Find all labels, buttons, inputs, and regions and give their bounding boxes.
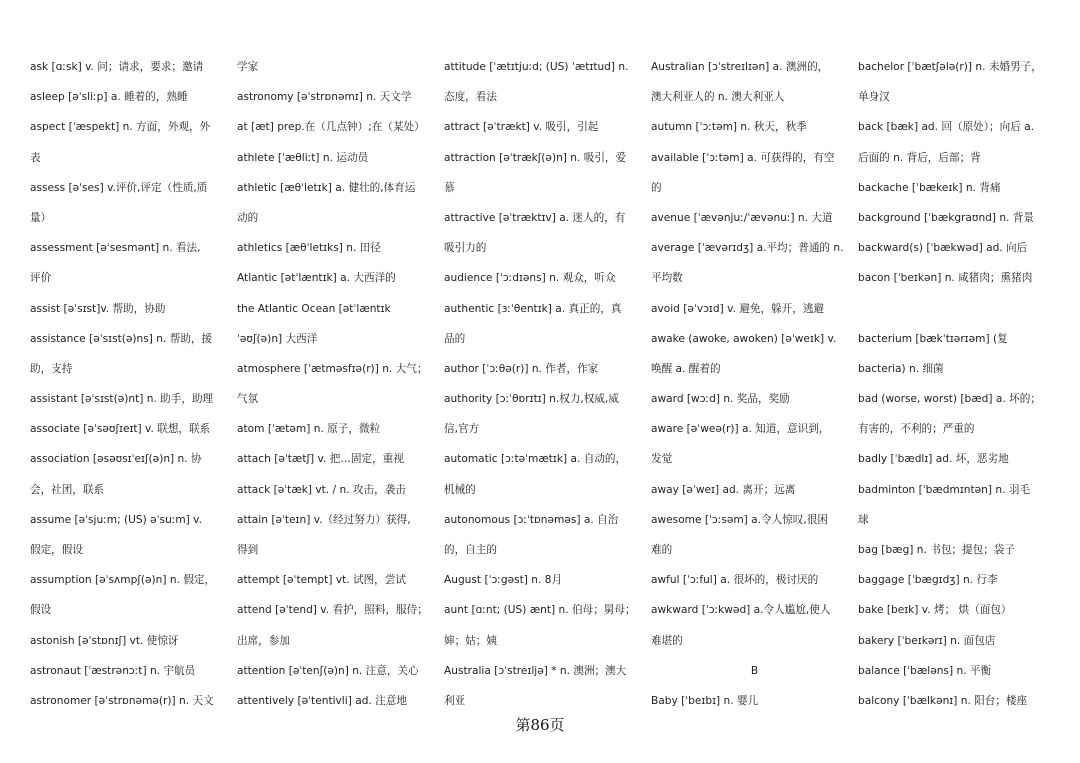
column-1 bbox=[30, 52, 237, 716]
entry-line: attractive [əˈtræktɪv] a. 迷人的，有 bbox=[444, 211, 626, 224]
entry-line: the Atlantic Ocean [ətˈlæntɪk bbox=[237, 302, 391, 315]
entry-line: attentively [əˈtentivli] ad. 注意地 bbox=[237, 694, 407, 707]
entry-line: backward(s) [ˈbækwəd] ad. 向后 bbox=[858, 242, 1028, 255]
entry-line: athletics [æθˈletɪks] n. 田径 bbox=[237, 242, 381, 255]
entry-line: 动的 bbox=[237, 211, 259, 224]
entry-line: atom [ˈætəm] n. 原子，微粒 bbox=[237, 423, 381, 436]
entry-line: bacon [ˈbeɪkən] n. 咸猪肉；熏猪肉 bbox=[858, 272, 1033, 285]
word-list-columns bbox=[30, 52, 1060, 712]
entry-line: autonomous [ɔːˈtɒnəməs] a. 自治 bbox=[444, 513, 619, 526]
entry-line: badminton [ˈbædmɪntən] n. 羽毛 bbox=[858, 483, 1031, 496]
entry-line: assessment [əˈsesmənt] n. 看法, bbox=[30, 242, 201, 255]
entry-line: 学家 bbox=[237, 61, 259, 73]
entry-line: 平均数 bbox=[651, 272, 683, 285]
entry-line: authentic [ɜːˈθentɪk] a. 真正的，真 bbox=[444, 302, 622, 315]
entry-line: 评价 bbox=[30, 272, 52, 285]
entry-line: 气氛 bbox=[237, 393, 259, 406]
entry-line: attach [əˈtætʃ] v. 把…固定，重视 bbox=[237, 453, 404, 466]
entry-line: assistance [əˈsɪst(ə)ns] n. 帮助，援 bbox=[30, 332, 213, 345]
entry-line: astronomer [əˈstrɒnəmə(r)] n. 天文 bbox=[30, 694, 214, 707]
entry-line: bacterium [bækˈtɪərɪəm] (复 bbox=[858, 332, 1008, 345]
entry-line: ask [ɑːsk] v. 问；请求，要求；邀请 bbox=[30, 61, 204, 73]
entry-line: attitude [ˈætɪtjuːd; (US) ˈætɪtud] n. bbox=[444, 61, 629, 73]
entry-line: 的 bbox=[651, 181, 662, 194]
entry-line: assumption [əˈsʌmpʃ(ə)n] n. 假定， bbox=[30, 574, 216, 587]
entry-line: assist [əˈsɪst]v. 帮助，协助 bbox=[30, 302, 166, 315]
entry-line: attract [əˈtrækt] v. 吸引，引起 bbox=[444, 121, 599, 134]
entry-line: avenue [ˈævənjuː/ˈævənuː] n. 大道 bbox=[651, 211, 833, 224]
entry-line: bad (worse, worst) [bæd] a. 坏的； bbox=[858, 393, 1041, 406]
entry-line: 的，自主的 bbox=[444, 544, 497, 556]
entry-line: assess [əˈses] v.评价,评定（性质,质 bbox=[30, 181, 208, 194]
entry-line: away [əˈweɪ] ad. 离开；远离 bbox=[651, 483, 796, 496]
entry-line: backache [ˈbækeɪk] n. 背痛 bbox=[858, 181, 1001, 194]
entry-line: 出席，参加 bbox=[237, 634, 290, 647]
entry-line: attack [əˈtæk] vt. / n. 攻击，袭击 bbox=[237, 483, 406, 496]
entry-line: 假定，假设 bbox=[30, 544, 83, 556]
column-4 bbox=[651, 52, 858, 716]
entry-line: aware [əˈweə(r)] a. 知道，意识到， bbox=[651, 423, 830, 436]
entry-line: assume [əˈsjuːm; (US) əˈsuːm] v. bbox=[30, 513, 202, 526]
entry-line: 后面的 n. 背后，后部；背 bbox=[858, 151, 981, 164]
entry-line: associate [əˈsəʊʃɪeɪt] v. 联想，联系 bbox=[30, 423, 211, 436]
entry-line: athletic [æθˈletɪk] a. 健壮的,体育运 bbox=[237, 181, 416, 194]
entry-line: August [ˈɔːgəst] n. 8月 bbox=[444, 574, 563, 587]
entry-line: bag [bæg] n. 书包；提包；袋子 bbox=[858, 544, 1015, 556]
entry-line: association [əsəʊsɪˈeɪʃ(ə)n] n. 协 bbox=[30, 453, 202, 466]
entry-line: Atlantic [ətˈlæntɪk] a. 大西洋的 bbox=[237, 272, 396, 285]
entry-line: awake (awoke, awoken) [əˈweɪk] v. bbox=[651, 332, 837, 345]
entry-line: Australian [ɔˈstreɪlɪən] a. 澳洲的， bbox=[651, 61, 829, 73]
entry-line: balcony [ˈbælkənɪ] n. 阳台；楼座 bbox=[858, 694, 1028, 707]
entry-line: athlete [ˈæθliːt] n. 运动员 bbox=[237, 151, 369, 164]
entry-line: attain [əˈteɪn] v.（经过努力）获得, bbox=[237, 513, 411, 526]
entry-line: balance [ˈbæləns] n. 平衡 bbox=[858, 664, 992, 677]
entry-line: asleep [əˈsliːp] a. 睡着的，熟睡 bbox=[30, 91, 188, 104]
entry-line: 发觉 bbox=[651, 453, 673, 466]
column-3 bbox=[444, 52, 651, 716]
entry-line: assistant [əˈsɪst(ə)nt] n. 助手，助理 bbox=[30, 393, 214, 406]
entry-line: autumn [ˈɔːtəm] n. 秋天，秋季 bbox=[651, 121, 807, 134]
entry-line: average [ˈævərɪdʒ] a.平均；普通的 n. bbox=[651, 242, 844, 255]
column-2 bbox=[237, 52, 444, 716]
entry-line: award [wɔːd] n. 奖品，奖励 bbox=[651, 393, 790, 406]
entry-line: bakery [ˈbeɪkərɪ] n. 面包店 bbox=[858, 634, 996, 647]
entry-line: 慕 bbox=[444, 181, 455, 194]
entry-line: author [ˈɔːθə(r)] n. 作者，作家 bbox=[444, 362, 599, 375]
entry-line: avoid [əˈvɔɪd] v. 避免，躲开，逃避 bbox=[651, 302, 825, 315]
entry-line bbox=[858, 294, 1060, 324]
column-5 bbox=[858, 52, 1060, 716]
entry-line: authority [ɔːˈθɒrɪtɪ] n.权力,权威,威 bbox=[444, 393, 619, 406]
entry-line: 利亚 bbox=[444, 694, 466, 707]
entry-line: Baby [ˈbeɪbɪ] n. 婴儿 bbox=[651, 694, 759, 707]
entry-line: attraction [əˈtrækʃ(ə)n] n. 吸引，爱 bbox=[444, 151, 627, 164]
entry-line: aunt [ɑːnt; (US) ænt] n. 伯母；舅母； bbox=[444, 604, 636, 617]
entry-line: bachelor [ˈbætʃələ(r)] n. 未婚男子， bbox=[858, 61, 1042, 73]
entry-line: 澳大利亚人的 n. 澳大利亚人 bbox=[651, 91, 785, 104]
entry-line: aspect [ˈæspekt] n. 方面，外观，外 bbox=[30, 121, 211, 134]
entry-line: 唤醒 a. 醒着的 bbox=[651, 362, 721, 375]
entry-line: 助，支持 bbox=[30, 362, 73, 375]
entry-line: 婶；姑；姨 bbox=[444, 634, 497, 647]
page-number: 第86页 bbox=[515, 716, 565, 734]
entry-line: 量） bbox=[30, 211, 52, 224]
entry-line: automatic [ɔːtəˈmætɪk] a. 自动的， bbox=[444, 453, 627, 466]
entry-line: at [æt] prep.在（几点钟）;在（某处） bbox=[237, 121, 425, 134]
entry-line: astonish [əˈstɒnɪʃ] vt. 使惊讶 bbox=[30, 634, 179, 647]
entry-line: 态度，看法 bbox=[444, 91, 497, 104]
entry-line: awkward [ˈɔːkwəd] a.令人尴尬,使人 bbox=[651, 604, 831, 617]
entry-line: Australia [ɔˈstreɪljə] * n. 澳洲；澳大 bbox=[444, 664, 627, 677]
entry-line: 难堪的 bbox=[651, 634, 683, 647]
entry-line: atmosphere [ˈætməsfɪə(r)] n. 大气； bbox=[237, 362, 428, 375]
entry-line: attend [əˈtend] v. 看护，照料，服侍； bbox=[237, 604, 428, 617]
entry-line: badly [ˈbædlɪ] ad. 坏，恶劣地 bbox=[858, 453, 1009, 466]
entry-line: awesome [ˈɔːsəm] a.令人惊叹,很困 bbox=[651, 513, 828, 526]
entry-line: 吸引力的 bbox=[444, 242, 487, 255]
entry-line: 信,官方 bbox=[444, 423, 480, 436]
entry-line: attempt [əˈtempt] vt. 试图，尝试 bbox=[237, 574, 406, 587]
entry-line: 有害的，不利的；严重的 bbox=[858, 423, 975, 436]
entry-line: 表 bbox=[30, 151, 41, 164]
entry-line: bacteria) n. 细菌 bbox=[858, 362, 944, 375]
entry-line: 难的 bbox=[651, 544, 673, 556]
entry-line: 得到 bbox=[237, 544, 259, 556]
entry-line: astronaut [ˈæstrənɔːt] n. 宇航员 bbox=[30, 664, 196, 677]
entry-line: 球 bbox=[858, 513, 869, 526]
entry-line: audience [ˈɔːdɪəns] n. 观众，听众 bbox=[444, 272, 616, 285]
entry-line: astronomy [əˈstrɒnəmɪ] n. 天文学 bbox=[237, 91, 412, 104]
entry-line: 会，社团，联系 bbox=[30, 483, 105, 496]
entry-line: awful [ˈɔːful] a. 很坏的，极讨厌的 bbox=[651, 574, 819, 587]
section-letter-heading: B bbox=[750, 664, 759, 677]
entry-line: background [ˈbækgraʊnd] n. 背景 bbox=[858, 211, 1035, 224]
entry-line: bake [beɪk] v. 烤； 烘（面包） bbox=[858, 604, 1012, 617]
entry-line: ˈəʊʃ(ə)n] 大西洋 bbox=[237, 332, 318, 345]
entry-line: available [ˈɔːtəm] a. 可获得的，有空 bbox=[651, 151, 835, 164]
entry-line: baggage [ˈbægɪdʒ] n. 行李 bbox=[858, 574, 998, 587]
entry-line: 品的 bbox=[444, 332, 466, 345]
entry-line: attention [əˈtenʃ(ə)n] n. 注意，关心 bbox=[237, 664, 419, 677]
entry-line: back [bæk] ad. 回（原处）；向后 a. bbox=[858, 121, 1035, 134]
entry-line: 机械的 bbox=[444, 483, 476, 496]
entry-line: 单身汉 bbox=[858, 91, 890, 104]
entry-line: 假设 bbox=[30, 604, 52, 617]
